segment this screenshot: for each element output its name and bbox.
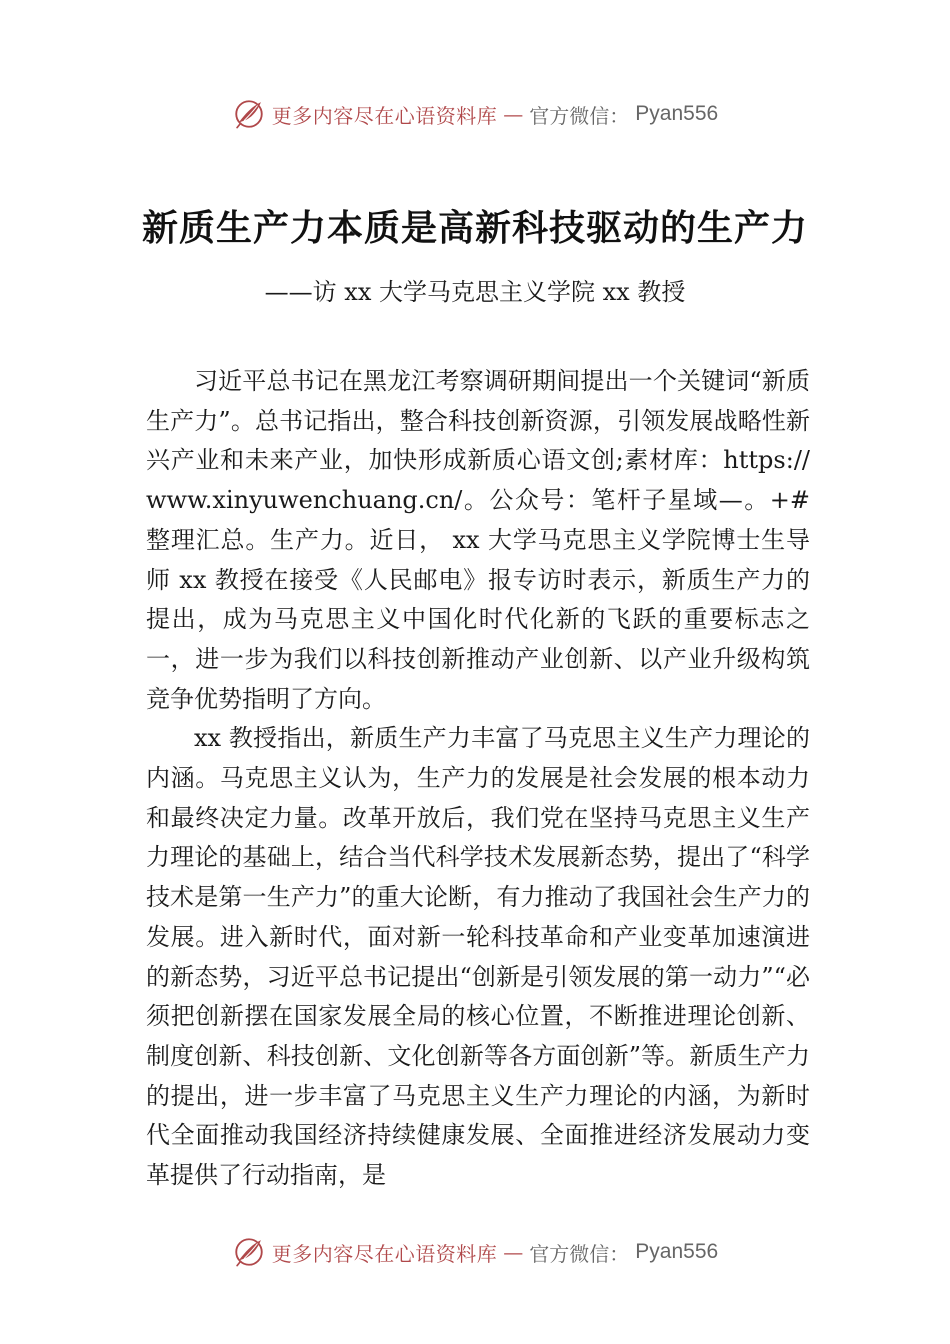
document-body <box>146 362 810 1196</box>
watermark-wechat-id: Pyan556 <box>635 1240 719 1263</box>
body-paragraph-1: 习近平总书记在黑龙江考察调研期间提出一个关键词“新质生产力”。总书记指出，整合科技创新资源，引领发展战略性新兴产业和未来产业，加快形成新质心语文创;素材库：https://www.xinyuwenchuang.cn/。公众号：笔杆子星域—。+#整理汇总。生产力。近日， xx 大学马克思主义学院博士生导师 xx 教授在接受《人民邮电》报专访时表示，新质生产力的提出，成为马克思主义中国化时代化新的飞跃的重要标志之一，进一步为我们以科技创新推动产业创新、以产业升级构筑竞争优势指明了方向。 <box>146 367 810 713</box>
watermark-wechat-id: Pyan556 <box>635 102 719 125</box>
watermark-wechat-label: 官方微信： <box>529 1241 630 1266</box>
watermark-text: 更多内容尽在心语资料库 <box>271 1241 498 1266</box>
document-title: 新质生产力本质是高新科技驱动的生产力 <box>141 207 808 249</box>
watermark-separator: — <box>503 1240 524 1264</box>
quill-pen-logo-icon <box>232 97 266 131</box>
watermark-wechat-label: 官方微信： <box>529 103 630 128</box>
quill-pen-logo-icon <box>232 1235 266 1269</box>
header-watermark <box>0 94 950 134</box>
footer-watermark <box>0 1232 950 1272</box>
watermark-separator: — <box>503 102 524 126</box>
watermark-text: 更多内容尽在心语资料库 <box>271 103 498 128</box>
document-subtitle: ——访 xx 大学马克思主义学院 xx 教授 <box>264 278 686 306</box>
body-paragraph-2: xx 教授指出，新质生产力丰富了马克思主义生产力理论的内涵。马克思主义认为，生产力的发展是社会发展的根本动力和最终决定力量。改革开放后，我们党在坚持马克思主义生产力理论的基础上，结合当代科学技术发展新态势，提出了“科学技术是第一生产力”的重大论断，有力推动了我国社会生产力的发展。进入新时代，面对新一轮科技革命和产业变革加速演进的新态势，习近平总书记提出“创新是引领发展的第一动力”“必须把创新摆在国家发展全局的核心位置，不断推进理论创新、制度创新、科技创新、文化创新等各方面创新”等。新质生产力的提出，进一步丰富了马克思主义生产力理论的内涵，为新时代全面推动我国经济持续健康发展、全面推进经济发展动力变革提供了行动指南，是 <box>146 724 810 1190</box>
